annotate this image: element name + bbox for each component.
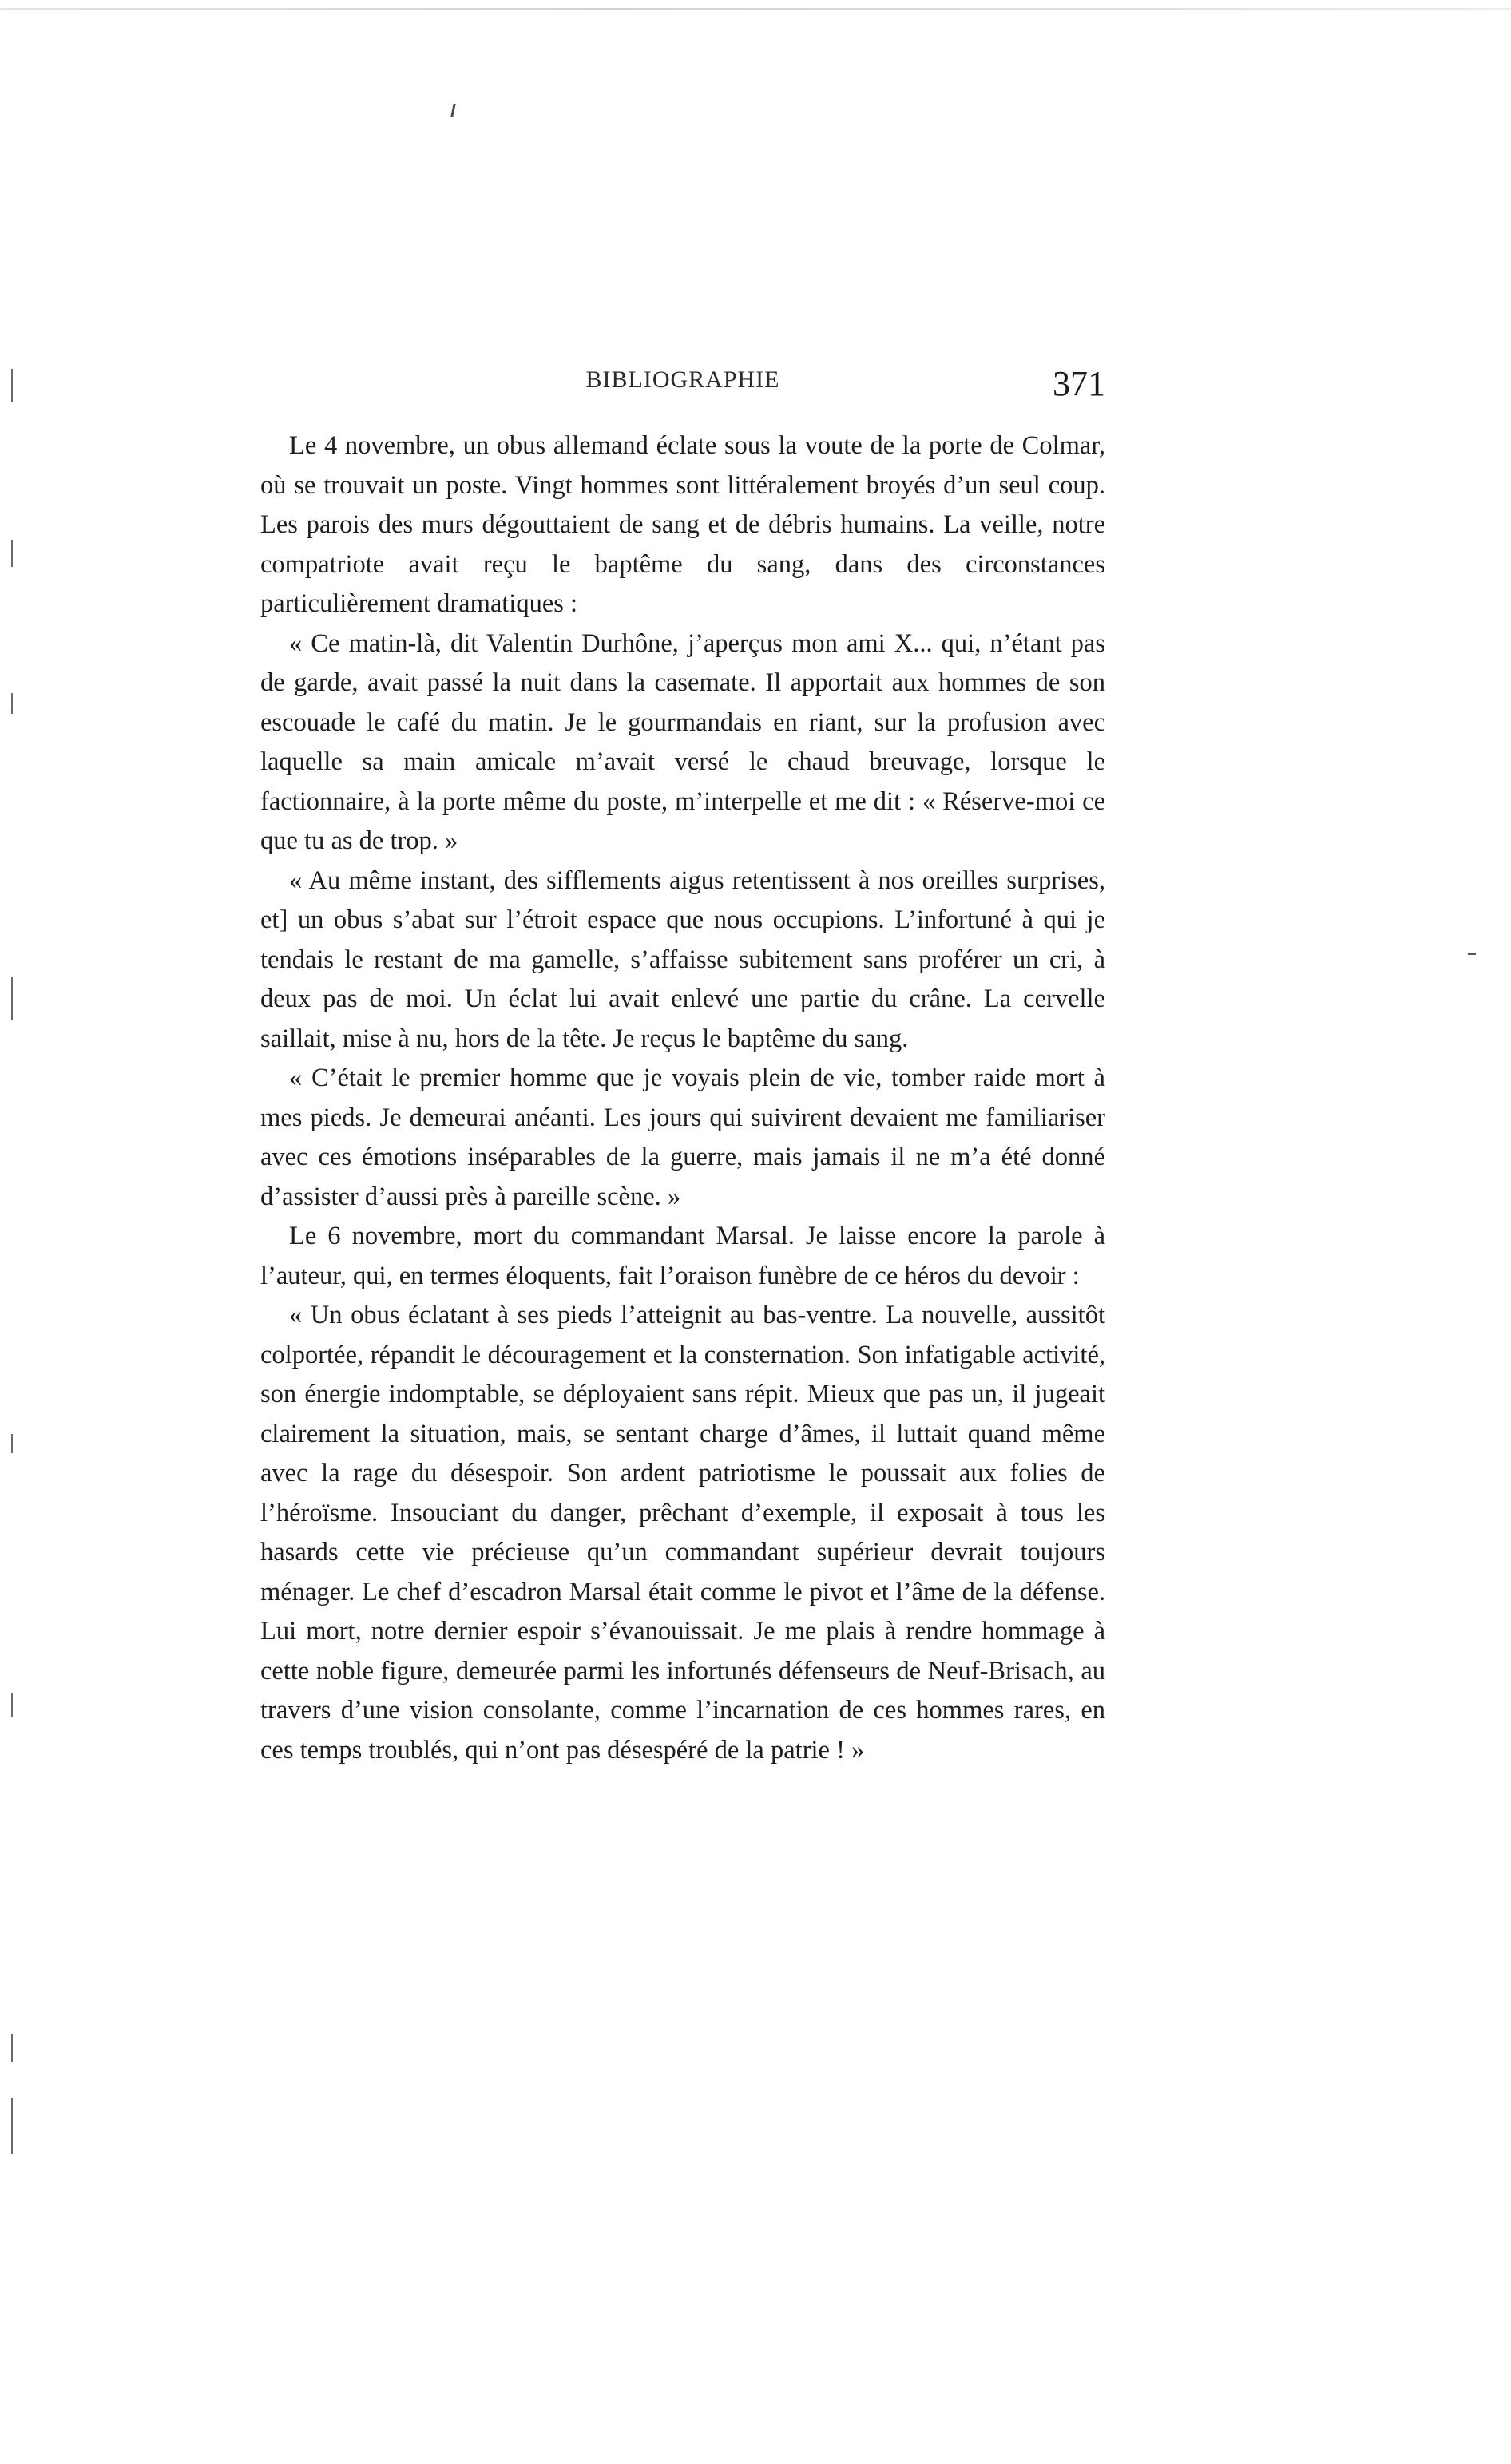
stray-ink-mark xyxy=(450,104,455,117)
page-number: 371 xyxy=(1053,364,1105,403)
margin-dash-mark xyxy=(1468,953,1476,955)
body-text xyxy=(260,426,1105,1770)
margin-mark xyxy=(11,2034,13,2062)
paragraph: Le 4 novembre, un obus allemand éclate sous la voute de la porte de Colmar, où se trouvait un poste. Vingt hommes sont littéralement broyés d’un seul coup. Les parois des murs dégouttaient de sang et de débris humains. La veille, notre compatriote avait reçu le baptême du sang, dans des circonstances particulièrement dramatiques : xyxy=(260,431,1105,618)
margin-mark xyxy=(11,540,13,567)
page-header xyxy=(260,363,1105,411)
margin-mark xyxy=(11,1693,13,1717)
paragraph: « C’était le premier homme que je voyais plein de vie, tomber raide mort à mes pieds. Je demeurai anéanti. Les jours qui suivirent devaient me familiariser avec ces émotions inséparables de la guerre, mais jamais il ne m’a été donné d’assister d’aussi près à pareille scène. » xyxy=(260,1064,1105,1211)
margin-mark xyxy=(11,2098,13,2154)
margin-mark xyxy=(11,369,13,402)
margin-mark xyxy=(11,693,13,714)
margin-mark xyxy=(11,977,13,1020)
paragraph: « Un obus éclatant à ses pieds l’atteignit au bas-ventre. La nouvelle, aussitôt colportée, répandit le découragement et la consternation. Son infatigable activité, son énergie indomptable, se déployaient sans répit. Mieux que pas un, il jugeait clairement la situation, mais, se sentant charge d’âmes, il luttait quand même avec la rage du désespoir. Son ardent patriotisme le poussait aux folies de l’héroïsme. Insouciant du danger, prêchant d’exemple, il exposait à tous les hasards cette vie précieuse qu’un commandant supérieur devrait toujours ménager. Le chef d’escadron Marsal était comme le pivot et l’âme de la défense. Lui mort, notre dernier espoir s’évanouissait. Je me plais à rendre hommage à cette noble figure, demeurée parmi les infortunés défenseurs de Neuf-Brisach, au travers d’une vision consolante, comme l’incarnation de ces hommes rares, en ces temps troublés, qui n’ont pas désespéré de la patrie ! » xyxy=(260,1301,1105,1765)
running-head: BIBLIOGRAPHIE xyxy=(585,366,780,393)
paragraph: « Au même instant, des sifflements aigus retentissent à nos oreilles surprises, et] un obus s’abat sur l’étroit espace que nous occupions. L’infortuné à qui je tendais le restant de ma gamelle, s’affaisse subitement sans proférer un cri, à deux pas de moi. Un éclat lui avait enlevé une partie du crâne. La cervelle saillait, mise à nu, hors de la tête. Je reçus le baptême du sang. xyxy=(260,866,1105,1053)
paragraph: Le 6 novembre, mort du commandant Marsal. Je laisse encore la parole à l’auteur, qui, en termes éloquents, fait l’oraison funèbre de ce héros du devoir : xyxy=(260,1222,1105,1290)
margin-mark xyxy=(11,1434,13,1453)
scan-edge-rule xyxy=(0,8,1511,10)
paragraph: « Ce matin-là, dit Valentin Durhône, j’aperçus mon ami X... qui, n’étant pas de garde, avait passé la nuit dans la casemate. Il apportait aux hommes de son escouade le café du matin. Je le gourmandais en riant, sur la profusion avec laquelle sa main amicale m’avait versé le chaud breuvage, lorsque le factionnaire, à la porte même du poste, m’interpelle et me dit : « Réserve-moi ce que tu as de trop. » xyxy=(260,628,1105,855)
